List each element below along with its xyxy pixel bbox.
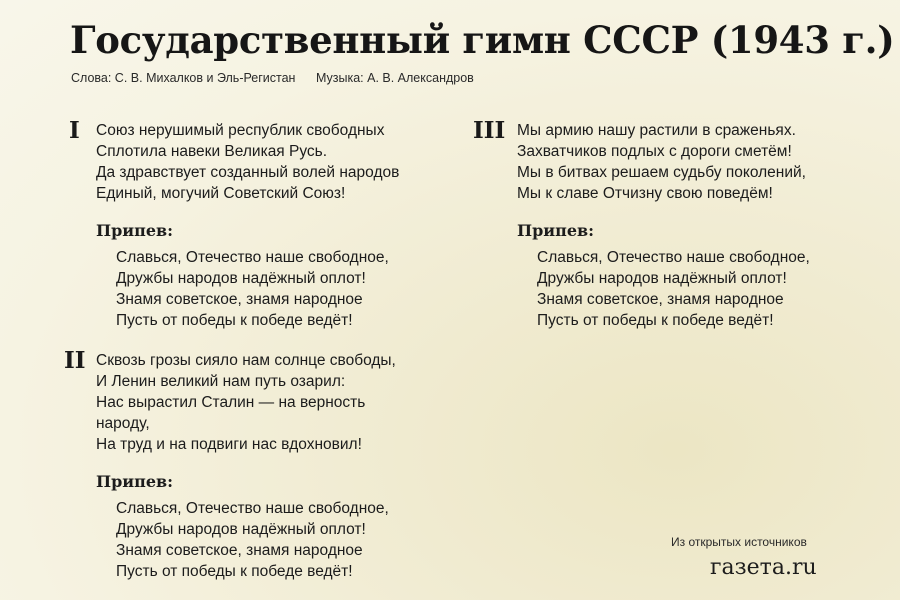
verse-numeral: III [473, 117, 506, 144]
chorus-line: Славься, Отечество наше свободное, [116, 249, 389, 266]
chorus-lines [517, 247, 810, 331]
verse-line: И Ленин великий нам путь озарил: [96, 373, 346, 390]
verse-line: Сплотила навеки Великая Русь. [96, 143, 328, 160]
verse-2 [64, 347, 396, 582]
verse-line: Мы к славе Отчизну свою поведём! [517, 185, 773, 202]
chorus-line: Пусть от победы к победе ведёт! [537, 312, 774, 329]
chorus-line: Знамя советское, знамя народное [537, 291, 784, 308]
verse-line: народу, [96, 415, 150, 432]
verse-line: Мы армию нашу растили в сраженьях. [517, 122, 796, 139]
chorus-line: Пусть от победы к победе ведёт! [116, 563, 353, 580]
chorus-line: Дружбы народов надёжный оплот! [537, 270, 787, 287]
chorus-heading: Припев: [517, 221, 595, 240]
verse-line: Захватчиков подлых с дороги сметём! [517, 143, 792, 160]
verse-1 [69, 117, 400, 331]
verse-line: Союз нерушимый республик свободных [96, 122, 385, 139]
chorus-lines [96, 247, 399, 331]
chorus-line: Пусть от победы к победе ведёт! [116, 312, 353, 329]
music-credit: Музыка: А. В. Александров [315, 71, 474, 85]
chorus-heading: Припев: [96, 221, 174, 240]
chorus-line: Дружбы народов надёжный оплот! [116, 270, 366, 287]
chorus-line: Знамя советское, знамя народное [116, 542, 363, 559]
verse-lines [96, 350, 396, 455]
verse-numeral: II [64, 347, 86, 374]
gazeta-logo: газета.ru [710, 555, 817, 580]
chorus-lines [96, 498, 396, 582]
credits [71, 71, 474, 85]
words-credit: Слова: С. В. Михалков и Эль-Регистан [71, 71, 296, 85]
page-title: Государственный гимн СССР (1943 г.) [70, 18, 895, 62]
chorus-line: Славься, Отечество наше свободное, [116, 500, 389, 517]
verse-line: На труд и на подвиги нас вдохновил! [96, 436, 362, 453]
verse-3 [473, 117, 810, 331]
verse-line: Нас вырастил Сталин — на верность [96, 394, 366, 411]
verse-line: Единый, могучий Советский Союз! [96, 185, 346, 202]
source-note: Из открытых источников [671, 535, 807, 549]
chorus-line: Знамя советское, знамя народное [116, 291, 363, 308]
chorus-heading: Припев: [96, 472, 174, 491]
verse-line: Мы в битвах решаем судьбу поколений, [517, 164, 806, 181]
verse-lines [96, 120, 399, 204]
verse-lines [517, 120, 810, 204]
verse-line: Да здравствует созданный волей народов [96, 164, 400, 181]
verse-line: Сквозь грозы сияло нам солнце свободы, [96, 352, 396, 369]
chorus-line: Славься, Отечество наше свободное, [537, 249, 810, 266]
verse-numeral: I [69, 117, 80, 144]
chorus-line: Дружбы народов надёжный оплот! [116, 521, 366, 538]
